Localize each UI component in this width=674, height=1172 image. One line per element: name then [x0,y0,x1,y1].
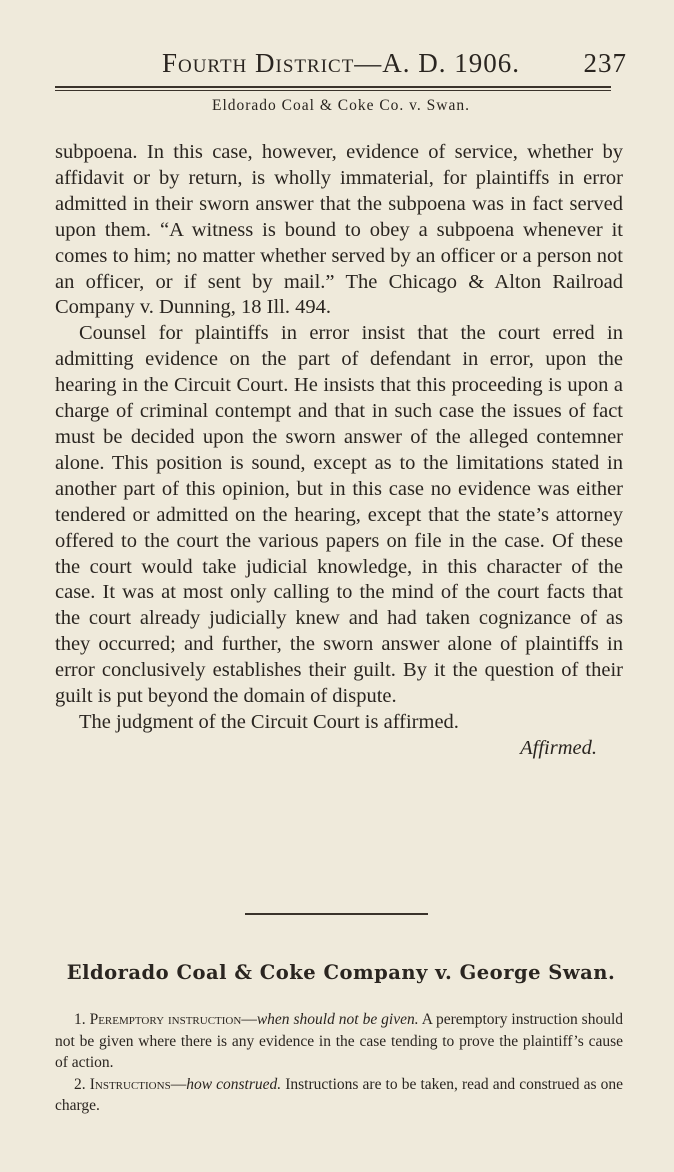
opinion-body [55,140,623,762]
page-header [55,46,627,80]
headnote-topic: Peremptory instruction [89,1011,242,1028]
headnote [55,1074,623,1117]
headnote-subtopic: when should not be given. [256,1011,419,1028]
headnote-topic: Instructions [89,1075,171,1093]
judgment-paragraph: The judgment of the Circuit Court is affirmed. [79,710,459,733]
running-head: Fourth District—A. D. 1906. [161,48,521,78]
page-number: 237 [583,48,627,78]
headnote-number: 2. [74,1075,86,1093]
case-subhead: Eldorado Coal & Coke Co. v. Swan. [211,97,470,114]
case-title: Eldorado Coal & Coke Company v. George Swan. [66,961,616,984]
headnotes [55,1009,623,1117]
header-rule-thin [55,90,611,91]
section-divider [245,913,428,915]
headnote [55,1009,623,1074]
headnote-text: A peremptory instruction should not be given where there is any evidence in the case tending to prove the plaintiff’s cause of action. [55,1011,624,1071]
disposition: Affirmed. [520,736,597,759]
headnote-dash: — [170,1075,187,1093]
headnote-dash: — [241,1011,257,1028]
opinion-paragraph: subpoena. In this case, however, evidence of service, whether by affidavit or by return, is wholly immaterial, for plaintiffs in error admitted in their sworn answer that the subpoena was in fact served upon them. “A witness is bound to obey a subpoena whenever it comes to him; no matter whether served by an officer or a person not an officer, or if sent by mail.” The Chicago & Alton Railroad Company v. Dunning, 18 Ill. 494. [55,141,623,319]
headnote-subtopic: how construed. [186,1075,282,1093]
headnote-number: 1. [74,1011,86,1028]
headnote-text: Instructions are to be taken, read and construed as one charge. [55,1075,624,1114]
header-rule-thick [55,86,611,88]
opinion-paragraph: Counsel for plaintiffs in error insist that the court erred in admitting evidence on the part of defendant in error, upon the hearing in the Circuit Court. He insists that this proceeding is upon a charge of criminal contempt and that in such case the issues of fact must be decided upon the sworn answer of the alleged contemner alone. This position is sound, except as to the limitations stated in another part of this opinion, but in this case no evidence was either tendered or admitted on the hearing, except that the state’s attorney offered to the court the various papers on file in the case. Of these the court would take judicial knowledge, in this character of the case. It was at most only calling to the mind of the court facts that the court already judicially knew and had taken cognizance of as they occurred; and further, the sworn answer alone of plaintiffs in error conclusively establishes their guilt. By it the question of their guilt is put beyond the domain of dispute. [55,322,623,708]
